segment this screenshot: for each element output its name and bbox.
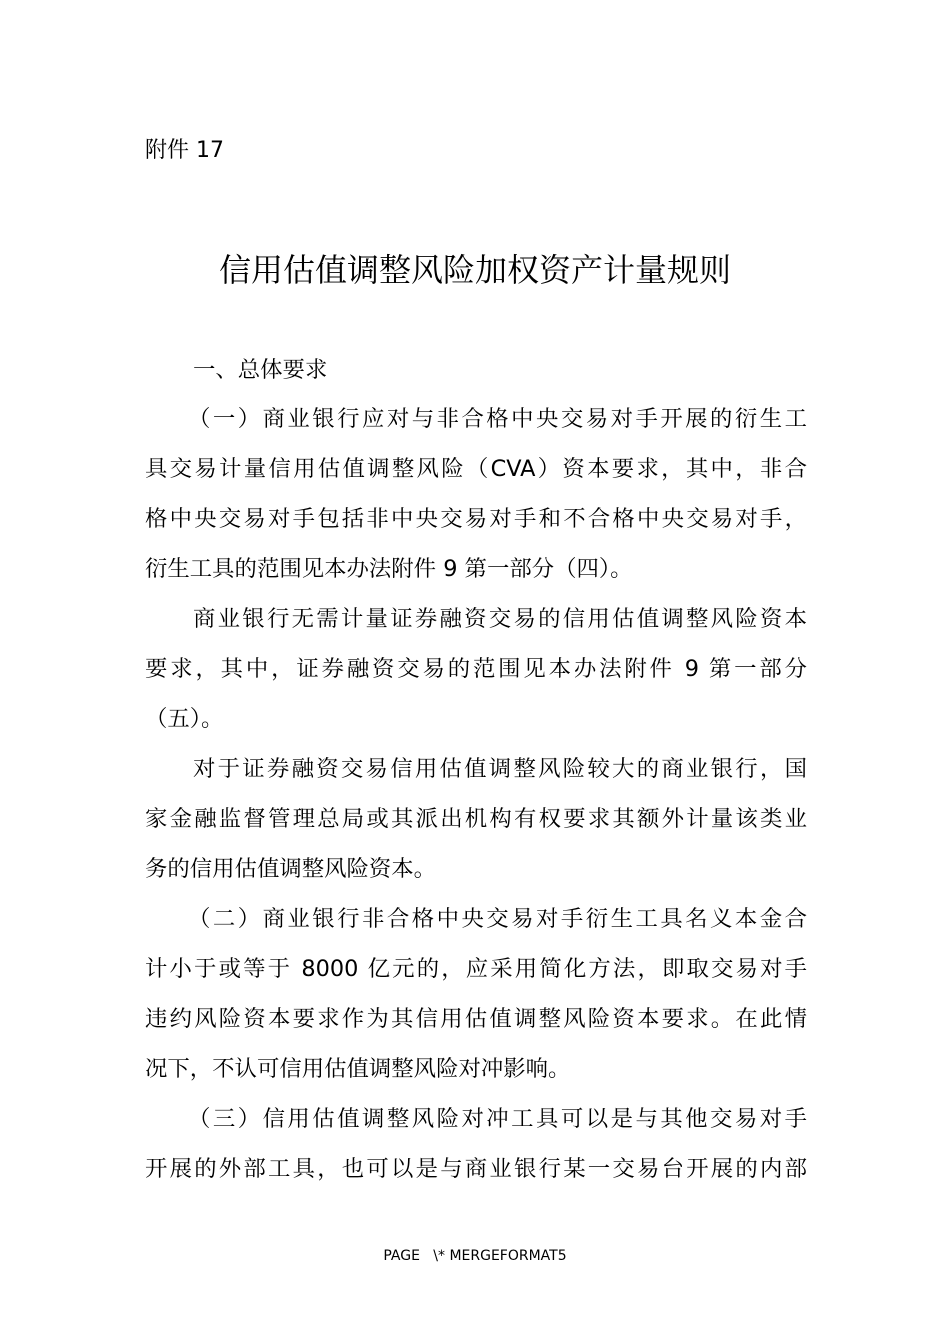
paragraph-5-line-2: 开展的外部工具，也可以是与商业银行某一交易台开展的内部 <box>145 1156 807 1182</box>
paragraph-4-line-2: 计小于或等于 8000 亿元的，应采用简化方法，即取交易对手 <box>145 956 807 982</box>
paragraph-4-line-1: （二）商业银行非合格中央交易对手衍生工具名义本金合 <box>188 906 807 932</box>
paragraph-3-line-2: 家金融监督管理总局或其派出机构有权要求其额外计量该类业 <box>145 806 807 832</box>
paragraph-4-line-4: 况下，不认可信用估值调整风险对冲影响。 <box>145 1056 571 1082</box>
section-heading-general-requirements: 一、总体要求 <box>193 357 328 383</box>
paragraph-1-line-1: （一）商业银行应对与非合格中央交易对手开展的衍生工 <box>188 406 807 432</box>
attachment-label: 附件 17 <box>145 138 224 163</box>
page-number-field: PAGE \* MERGEFORMAT5 <box>383 1248 567 1264</box>
paragraph-2-line-2: 要求，其中，证券融资交易的范围见本办法附件 9 第一部分 <box>145 656 807 682</box>
paragraph-2-line-1: 商业银行无需计量证券融资交易的信用估值调整风险资本 <box>193 606 807 632</box>
paragraph-1-line-4: 衍生工具的范围见本办法附件 9 第一部分（四）。 <box>145 556 633 582</box>
paragraph-2-line-3: （五）。 <box>145 706 224 732</box>
paragraph-5-line-1: （三）信用估值调整风险对冲工具可以是与其他交易对手 <box>188 1106 807 1132</box>
document-title: 信用估值调整风险加权资产计量规则 <box>218 251 731 289</box>
paragraph-1-line-3: 格中央交易对手包括非中央交易对手和不合格中央交易对手， <box>145 506 807 532</box>
paragraph-4-line-3: 违约风险资本要求作为其信用估值调整风险资本要求。在此情 <box>145 1006 807 1032</box>
paragraph-1-line-2: 具交易计量信用估值调整风险（CVA）资本要求，其中，非合 <box>145 456 807 482</box>
paragraph-3-line-3: 务的信用估值调整风险资本。 <box>145 856 437 882</box>
paragraph-3-line-1: 对于证券融资交易信用估值调整风险较大的商业银行，国 <box>193 756 807 782</box>
